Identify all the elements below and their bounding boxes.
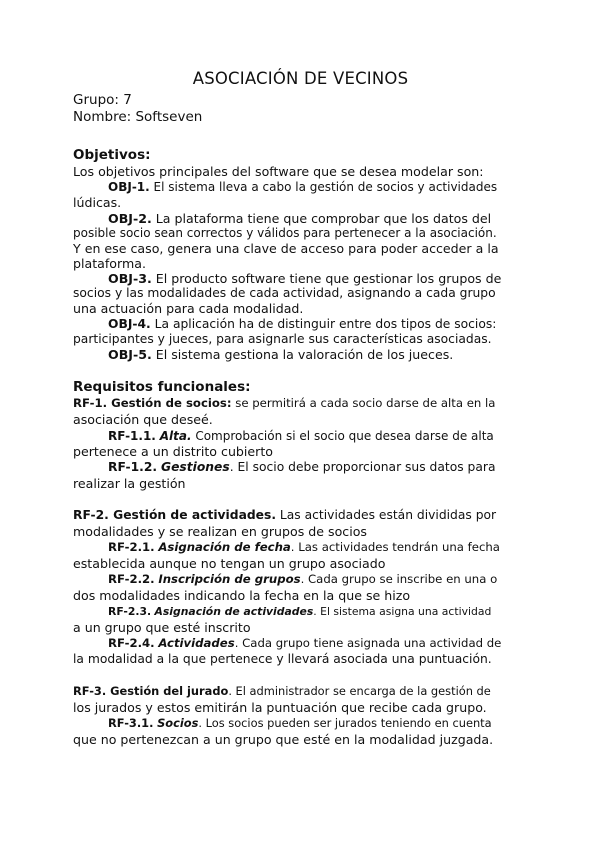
objectives-heading: Objetivos: <box>73 147 151 163</box>
rf-2-4-line-1: RF-2.4. Actividades. Cada grupo tiene asignada una actividad de <box>108 636 502 650</box>
rf-3-1-line-2: que no pertenezcan a un grupo que esté en la modalidad juzgada. <box>73 732 494 747</box>
rf-2-3-line-1: RF-2.3. Asignación de actividades. El sistema asigna una actividad <box>108 605 492 618</box>
obj-4-line-1: OBJ-4. La aplicación ha de distinguir entre dos tipos de socios: <box>108 317 497 331</box>
rf-1-1-line-1: RF-1.1. Alta. Comprobación si el socio que desea darse de alta <box>108 429 494 443</box>
obj-2-line-3: Y en ese caso, genera una clave de acceso para poder acceder a la <box>73 241 499 256</box>
obj-1-line-2: lúdicas. <box>73 195 122 210</box>
rf-1-line-2: asociación que deseé. <box>73 412 213 427</box>
obj-3-line-1: OBJ-3. El producto software tiene que gestionar los grupos de <box>108 271 502 286</box>
obj-4-line-2: participantes y jueces, para asignarle sus características asociadas. <box>73 332 492 346</box>
rf-2-4-line-2: la modalidad a la que pertenece y llevará asociada una puntuación. <box>73 652 492 666</box>
rf-3-line-2: los jurados y estos emitirán la puntuación que recibe cada grupo. <box>73 700 487 715</box>
rf-2-line-2: modalidades y se realizan en grupos de socios <box>73 524 367 539</box>
obj-3-line-3: una actuación para cada modalidad. <box>73 301 304 316</box>
rf-3-line-1: RF-3. Gestión del jurado. El administrador se encarga de la gestión de <box>73 684 491 698</box>
obj-3-line-2: socios y las modalidades de cada actividad, asignando a cada grupo <box>73 286 496 300</box>
rf-2-1-line-1: RF-2.1. Asignación de fecha. Las actividades tendrán una fecha <box>108 540 500 554</box>
obj-1-line-1: OBJ-1. El sistema lleva a cabo la gestión de socios y actividades <box>108 180 498 194</box>
requirements-heading: Requisitos funcionales: <box>73 379 251 395</box>
rf-1-line-1: RF-1. Gestión de socios: se permitirá a cada socio darse de alta en la <box>73 396 496 410</box>
rf-1-2-line-2: realizar la gestión <box>73 476 186 491</box>
rf-1-2-line-1: RF-1.2. Gestiones. El socio debe proporcionar sus datos para <box>108 460 496 474</box>
rf-2-2-line-1: RF-2.2. Inscripción de grupos. Cada grupo se inscribe en una o <box>108 572 498 586</box>
obj-2-line-4: plataforma. <box>73 256 146 271</box>
rf-3-1-line-1: RF-3.1. Socios. Los socios pueden ser jurados teniendo en cuenta <box>108 716 492 730</box>
rf-2-line-1: RF-2. Gestión de actividades. Las actividades están divididas por <box>73 508 497 522</box>
rf-2-3-line-2: a un grupo que esté inscrito <box>73 620 251 635</box>
rf-1-1-line-2: pertenece a un distrito cubierto <box>73 444 273 459</box>
objectives-intro: Los objetivos principales del software que se desea modelar son: <box>73 164 484 179</box>
rf-2-1-line-2: establecida aunque no tengan un grupo asociado <box>73 556 386 571</box>
rf-2-2-line-2: dos modalidades indicando la fecha en la que se hizo <box>73 588 411 603</box>
obj-2-line-1: OBJ-2. La plataforma tiene que comprobar que los datos del <box>108 211 492 226</box>
document-title: ASOCIACIÓN DE VECINOS <box>192 69 409 88</box>
group-label: Grupo: 7 <box>73 92 132 108</box>
name-label: Nombre: Softseven <box>73 109 203 125</box>
obj-5-line-1: OBJ-5. El sistema gestiona la valoración de los jueces. <box>108 347 454 362</box>
obj-2-line-2: posible socio sean correctos y válidos para pertenecer a la asociación. <box>73 226 497 240</box>
